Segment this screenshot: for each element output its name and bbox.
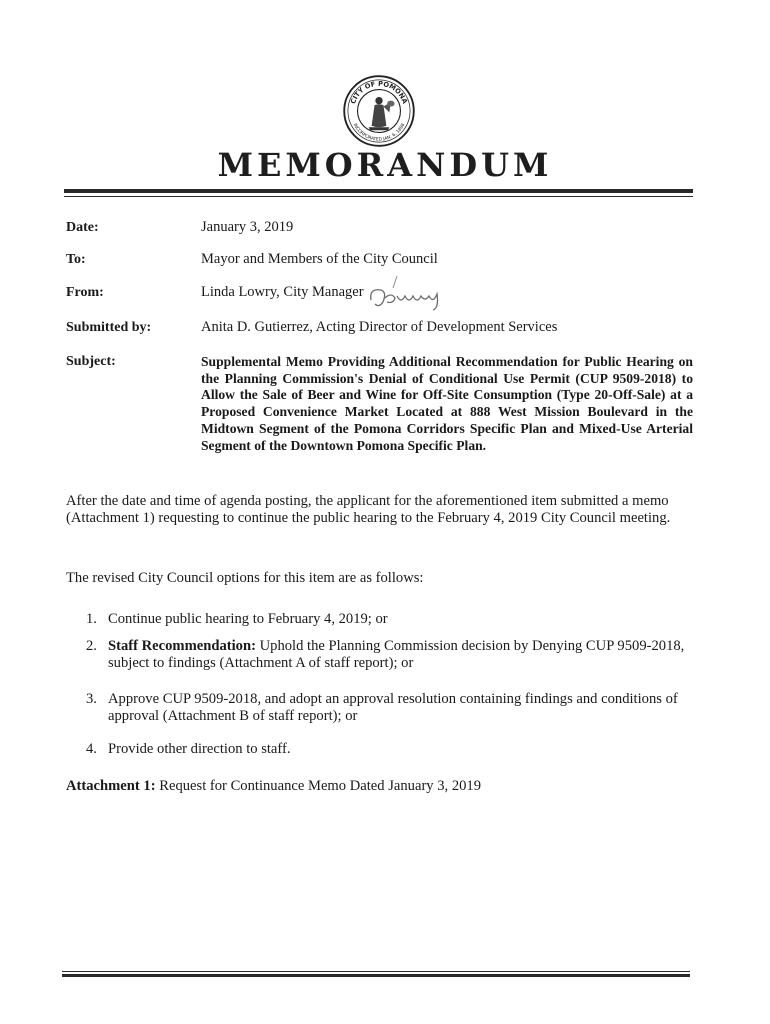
option-text xyxy=(108,741,692,758)
to-value: Mayor and Members of the City Council xyxy=(201,251,438,267)
attachment-label: Attachment 1: xyxy=(66,778,156,794)
options-intro: The revised City Council options for this item are as follows: xyxy=(66,570,424,586)
option-text xyxy=(108,638,692,672)
footer-rule-thick xyxy=(62,974,690,977)
submitted-by-value: Anita D. Gutierrez, Acting Director of Development Services xyxy=(201,319,558,335)
from-value: Linda Lowry, City Manager xyxy=(201,284,364,300)
memo-title: MEMORANDUM xyxy=(217,146,553,184)
submitted-by-label: Submitted by: xyxy=(66,320,152,335)
option-text xyxy=(108,691,692,725)
seal-bottom-text: INCORPORATED JAN. 6, 1888 xyxy=(351,122,407,143)
city-seal-logo xyxy=(342,74,416,148)
option-text xyxy=(108,611,692,628)
option-body: Uphold the Planning Commission decision by Denying CUP 9509-2018, subject to findings (Attachment A of staff report); or xyxy=(108,638,685,671)
handwritten-signature xyxy=(367,274,457,312)
option-body: Approve CUP 9509-2018, and adopt an approval resolution containing findings and conditions of approval (Attachment B of staff report); or xyxy=(108,691,678,724)
to-label: To: xyxy=(66,252,86,267)
header-rule-thick xyxy=(64,189,693,193)
date-value: January 3, 2019 xyxy=(201,219,294,235)
option-body: Continue public hearing to February 4, 2019; or xyxy=(108,611,388,627)
option-number: 2. xyxy=(86,638,97,654)
subject-value: Supplemental Memo Providing Additional Recommendation for Public Hearing on the Planning Commission's Denial of Conditional Use Permit (CUP 9509-2018) to Allow the Sale of Beer and Wine for Off-Site Consumption (Type 20-Off-Sale) at a Proposed Convenience Market Located at 888 West Mission Boulevard in the Midtown Segment of the Pomona Corridors Specific Plan and Mixed-Use Arterial Segment of the Downtown Pomona Specific Plan. xyxy=(201,354,693,453)
date-label: Date: xyxy=(66,220,99,235)
option-number: 1. xyxy=(86,611,97,627)
from-label: From: xyxy=(66,285,104,300)
attachment-text: Request for Continuance Memo Dated January 3, 2019 xyxy=(159,778,482,794)
option-number: 3. xyxy=(86,691,97,707)
intro-paragraph: After the date and time of agenda posting, the applicant for the aforementioned item submitted a memo (Attachment 1) requesting to continue the public hearing to the February 4, 2019 City Council meeting. xyxy=(66,493,671,526)
seal-top-text: CITY OF POMONA xyxy=(349,79,409,105)
option-body: Provide other direction to staff. xyxy=(108,741,291,757)
subject-label: Subject: xyxy=(66,354,116,369)
option-number: 4. xyxy=(86,741,97,757)
option-bold: Staff Recommendation: xyxy=(108,638,256,654)
footer-rule-thin xyxy=(62,971,690,972)
attachment-line xyxy=(66,778,690,795)
header-rule-thin xyxy=(64,196,693,197)
